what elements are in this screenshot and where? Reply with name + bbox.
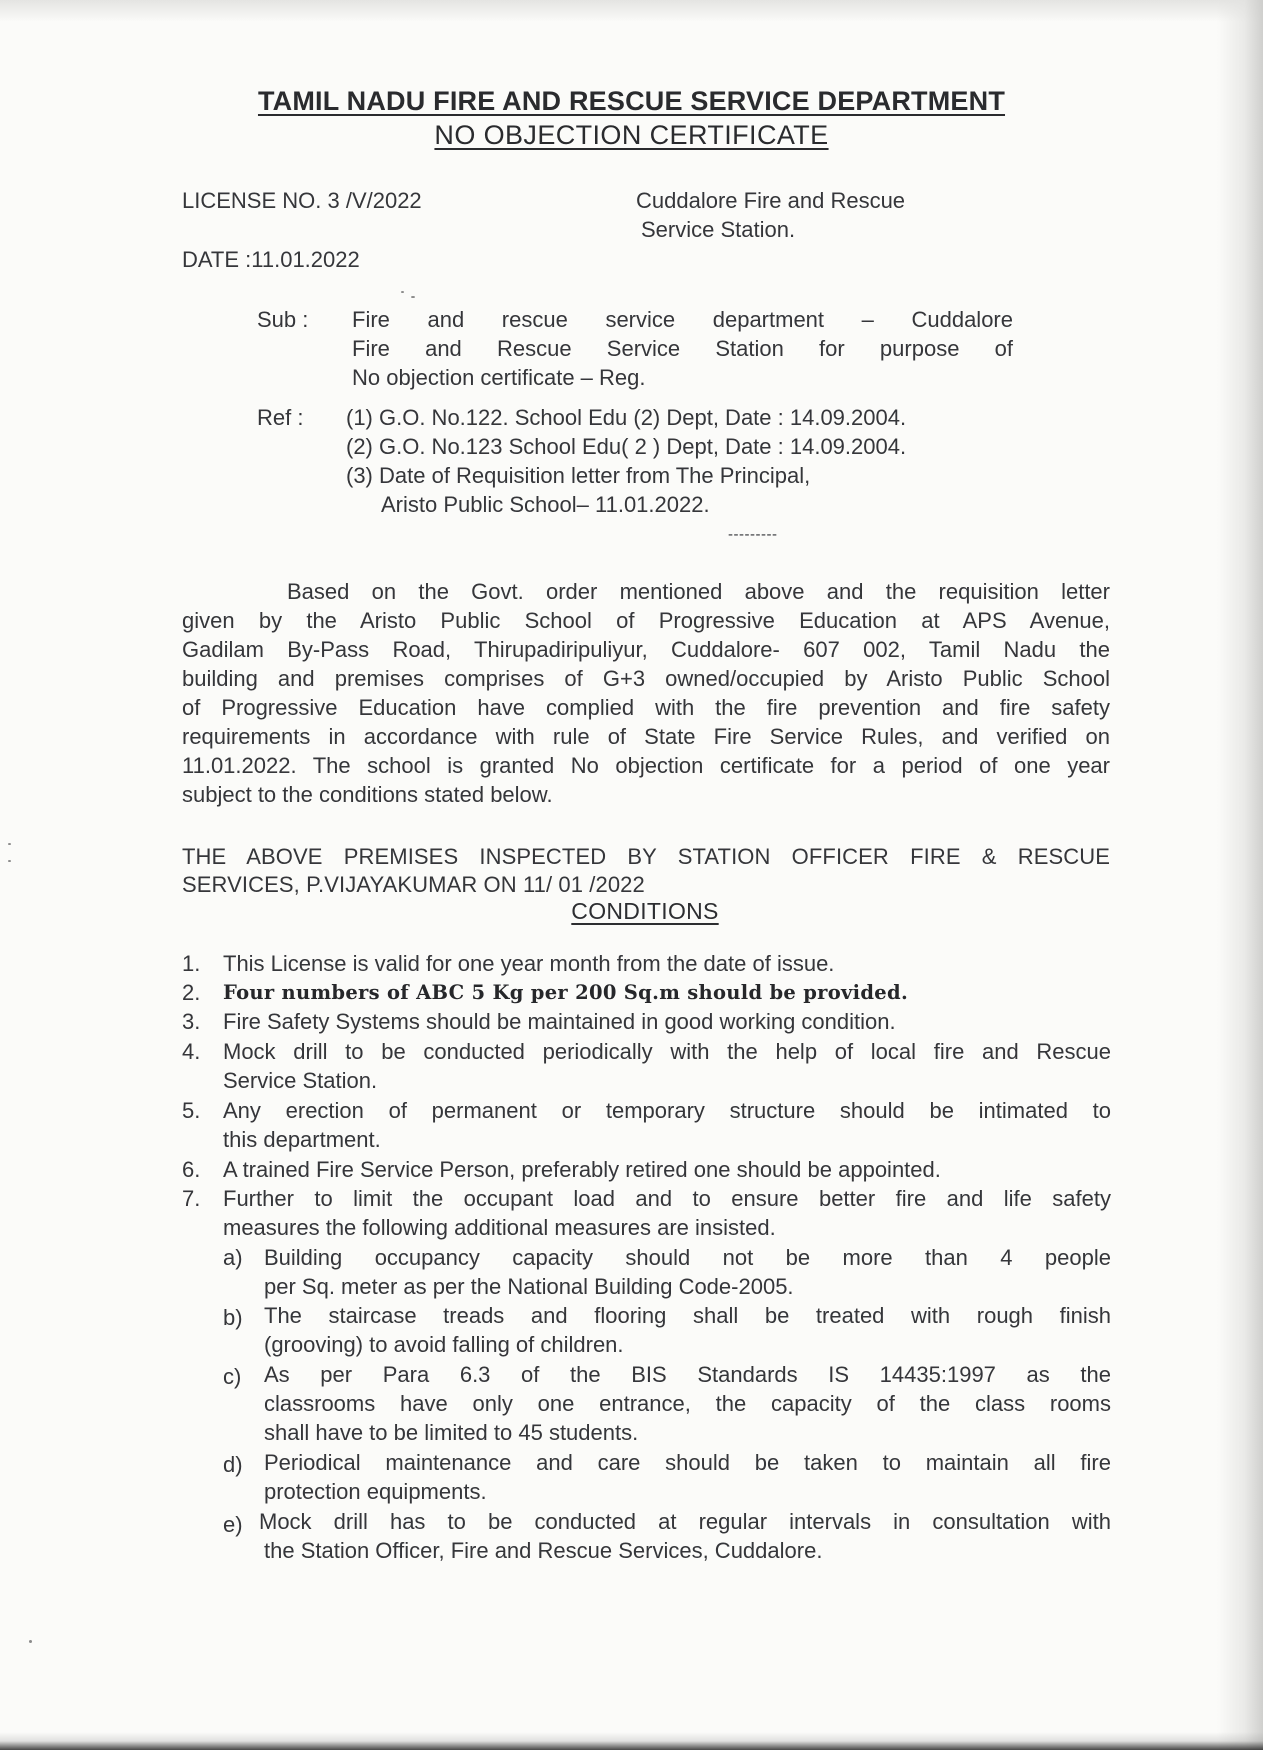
subject-line: Fire and rescue service department – Cuddalore [352,307,1013,332]
subcondition-line: Mock drill has to be conducted at regular intervals in consultation with [259,1509,1111,1534]
inspection-line: SERVICES, P.VIJAYAKUMAR ON 11/ 01 /2022 [182,872,645,897]
condition-number: 6. [182,1157,201,1182]
condition-number: 3. [182,1009,201,1034]
inspection-line: THE ABOVE PREMISES INSPECTED BY STATION OFFICER FIRE & RESCUE [182,844,1110,869]
subcondition-letter: a) [223,1245,243,1270]
station-name-line2: Service Station. [641,217,796,242]
condition-line: Further to limit the occupant load and to ensure better fire and life safety [223,1186,1111,1211]
subcondition-line: shall have to be limited to 45 students. [264,1420,639,1445]
subject-line: No objection certificate – Reg. [352,365,646,390]
subcondition-letter: c) [223,1364,242,1389]
conditions-heading: CONDITIONS [571,898,719,924]
reference-line: (1) G.O. No.122. School Edu (2) Dept, Date : 14.09.2004. [346,405,907,430]
subcondition-line: As per Para 6.3 of the BIS Standards IS 14435:1997 as the [264,1362,1111,1387]
license-number: LICENSE NO. 3 /V/2022 [182,188,422,213]
body-line: Gadilam By-Pass Road, Thirupadiripuliyur, Cuddalore- 607 002, Tamil Nadu the [182,637,1110,662]
document-title: TAMIL NADU FIRE AND RESCUE SERVICE DEPARTMENT [257,86,1006,116]
condition-line: Mock drill to be conducted periodically with the help of local fire and Rescue [223,1039,1111,1064]
condition-line: Any erection of permanent or temporary structure should be intimated to [223,1098,1111,1123]
scan-speck [411,296,415,298]
condition-line: Fire Safety Systems should be maintained in good working condition. [223,1009,896,1034]
condition-line: this department. [223,1127,381,1152]
condition-line: Four numbers of ABC 5 Kg per 200 Sq.m should be provided. [223,981,909,1004]
document-date: DATE :11.01.2022 [182,247,360,272]
condition-line: This License is valid for one year month from the date of issue. [223,951,835,976]
body-line: subject to the conditions stated below. [182,782,553,807]
subcondition-line: per Sq. meter as per the National Building Code-2005. [264,1274,794,1299]
body-line: given by the Aristo Public School of Progressive Education at APS Avenue, [182,608,1110,633]
condition-number: 5. [182,1098,201,1123]
document-subtitle: NO OBJECTION CERTIFICATE [434,120,829,150]
scan-speck [29,1640,32,1643]
subcondition-line: (grooving) to avoid falling of children. [264,1332,624,1357]
scan-edge-bottom [0,1732,1263,1750]
subject-label: Sub : [257,307,309,332]
subcondition-line: the Station Officer, Fire and Rescue Services, Cuddalore. [264,1538,823,1563]
body-line: Based on the Govt. order mentioned above and the requisition letter [287,579,1110,604]
body-line: building and premises comprises of G+3 owned/occupied by Aristo Public School [182,666,1110,691]
reference-line: (2) G.O. No.123 School Edu( 2 ) Dept, Date : 14.09.2004. [346,434,907,459]
reference-separator: --------- [728,526,778,543]
scan-speck [8,843,11,845]
condition-line: measures the following additional measures are insisted. [223,1215,776,1240]
condition-number: 7. [182,1186,201,1211]
condition-line: A trained Fire Service Person, preferably retired one should be appointed. [223,1157,941,1182]
scan-speck [8,860,11,862]
scan-edge-right [1217,0,1263,1750]
subcondition-letter: d) [223,1452,243,1477]
condition-number: 1. [182,951,201,976]
station-name-line1: Cuddalore Fire and Rescue [636,188,906,213]
subject-line: Fire and Rescue Service Station for purpose of [352,336,1013,361]
scan-speck [401,291,404,293]
body-line: of Progressive Education have complied with the fire prevention and fire safety [182,695,1110,720]
subcondition-letter: b) [223,1305,243,1330]
condition-line: Service Station. [223,1068,378,1093]
subcondition-line: The staircase treads and flooring shall be treated with rough finish [264,1303,1111,1328]
body-line: requirements in accordance with rule of State Fire Service Rules, and verified on [182,724,1110,749]
subcondition-line: Periodical maintenance and care should be taken to maintain all fire [264,1450,1111,1475]
subcondition-line: protection equipments. [264,1479,487,1504]
condition-number: 4. [182,1039,201,1064]
reference-label: Ref : [257,405,304,430]
condition-number: 2. [182,980,201,1005]
body-line: 11.01.2022. The school is granted No objection certificate for a period of one year [182,753,1110,778]
subcondition-letter: e) [223,1512,243,1537]
reference-line: Aristo Public School– 11.01.2022. [381,492,710,517]
subcondition-line: Building occupancy capacity should not be more than 4 people [264,1245,1111,1270]
reference-line: (3) Date of Requisition letter from The Principal, [346,463,811,488]
scan-edge-top [0,0,1263,22]
subcondition-line: classrooms have only one entrance, the capacity of the class rooms [264,1391,1111,1416]
